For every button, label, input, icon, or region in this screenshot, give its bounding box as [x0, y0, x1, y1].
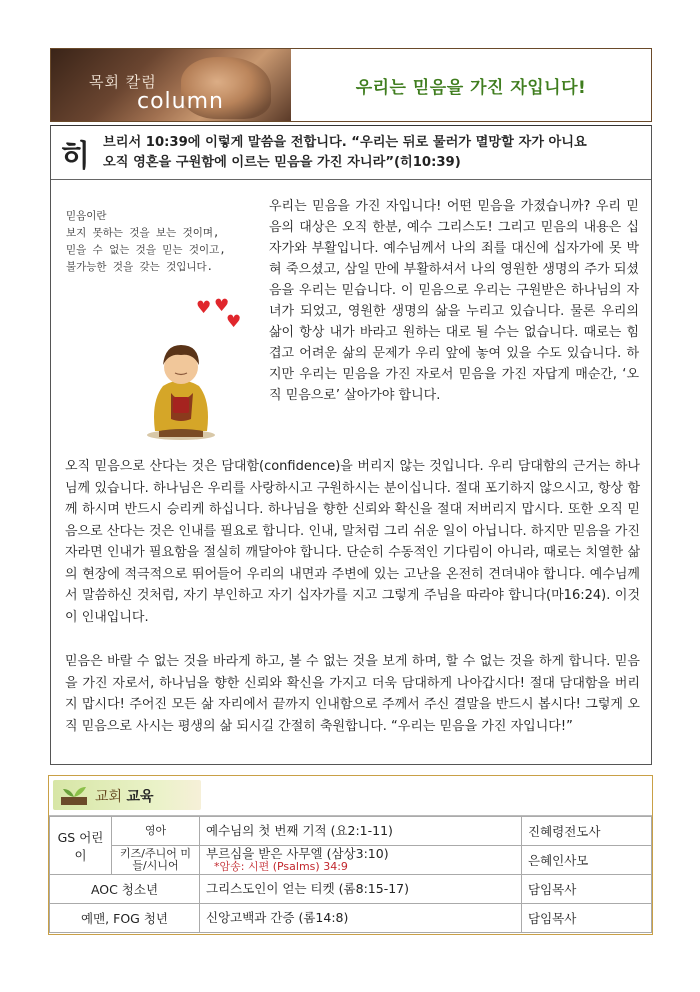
education-header	[49, 776, 652, 816]
table-row	[50, 846, 652, 875]
sprout-icon	[59, 783, 89, 807]
church-education-section	[48, 775, 653, 935]
dept-cell: 예맨, FOG 청년	[50, 904, 200, 933]
heart-icon: ♥	[196, 298, 212, 318]
teacher-cell: 진혜령전도사	[522, 817, 652, 846]
column-title: 우리는 믿음을 가진 자입니다!	[355, 77, 587, 98]
scripture-banner	[51, 126, 651, 180]
education-table	[49, 816, 652, 933]
handwritten-note	[66, 208, 266, 276]
sub-dept-cell: 키즈/주니어 미들/시니어	[112, 846, 200, 875]
banner-label-korean: 목회 칼럼	[89, 73, 157, 91]
education-badge-label	[95, 786, 154, 806]
lesson-title: 신앙고백과 간증 (롬14:8)	[206, 910, 349, 925]
praying-hands-banner	[51, 49, 291, 121]
lesson-cell	[200, 875, 522, 904]
lesson-cell	[200, 846, 522, 875]
table-row	[50, 875, 652, 904]
lesson-cell	[200, 817, 522, 846]
paragraph-2: 오직 믿음으로 산다는 것은 담대함(confidence)을 버리지 않는 것입니다. 우리 담대함의 근거는 하나님께 있습니다. 하나님은 우리를 사랑하시고 구원하시는 분이십니다. 절대 포기하지 않으시고, 항상 함께 하시며 반드시 승리케 하십니다. 하나님을 향한 신뢰와 확신을 절대 저버리지 맙시다. 또한 오직 믿음으로 산다는 것은 인내를 필요로 합니다. 인내, 말처럼 그리 쉬운 일이 아닙니다. 하지만 믿음을 가진 자라면 인내가 필요함을 절실히 깨달아야 합니다. 단순히 수동적인 기다림이 아니라, 때로는 치열한 삶의 현장에 적극적으로 뛰어들어 우리의 내면과 주변에 있는 고난을 온전히 견뎌내야 합니다. 예수님께서 말씀하신 것처럼, 자기 부인하고 자기 십자가를 지고 그렇게 주님을 따라야 합니다(마16:24). 이것이 인내입니다.	[65, 459, 640, 625]
praying-boy-illustration	[141, 331, 221, 441]
lesson-title: 부르심을 받은 사무엘 (삼상3:10)	[206, 846, 389, 861]
scripture-initial: 히	[61, 138, 90, 174]
badge-bold: 교육	[126, 789, 154, 805]
teacher-cell: 담임목사	[522, 904, 652, 933]
note-line: 믿음이란	[66, 210, 107, 222]
heart-icon: ♥	[214, 296, 230, 316]
note-line: 믿을 수 없는 것을 믿는 것이고,	[66, 244, 226, 256]
dept-cell: AOC 청소년	[50, 875, 200, 904]
heart-icon: ♥	[226, 312, 242, 332]
scripture-line-2: 오직 영혼을 구원함에 이르는 믿음을 가진 자니라”(히10:39)	[103, 154, 461, 170]
badge-prefix: 교회	[95, 789, 123, 805]
memory-verse: *암송: 시편 (Psalms) 34:9	[214, 860, 348, 873]
lesson-title: 그리스도인이 얻는 티켓 (롬8:15-17)	[206, 881, 409, 896]
teacher-cell: 은혜인사모	[522, 846, 652, 875]
hearts-decoration	[196, 296, 246, 336]
scripture-text	[99, 133, 587, 173]
lesson-title: 예수님의 첫 번째 기적 (요2:1-11)	[206, 823, 393, 838]
paragraph-1: 우리는 믿음을 가진 자입니다! 어떤 믿음을 가졌습니까? 우리 믿음의 대상은 오직 한분, 예수 그리스도! 그리고 믿음의 내용은 십자가와 부활입니다. 예수님께서 나의 죄를 대신에 십자가에 못 박혀 죽으셨고, 삼일 만에 부활하셔서 나의 영원한 생명의 주가 되셨음을 우리는 믿습니다. 이 믿음으로 우리는 구원받은 하나님의 자녀가 되었고, 영원한 생명의 삶을 누리고 있습니다. 물론 우리의 삶이 항상 내가 바라고 원하는 대로 될 수는 없습니다. 때로는 힘겹고 어려운 삶의 문제가 우리 앞에 놓여 있을 수도 있습니다. 하지만 우리는 믿음을 가진 자로서 믿음을 가진 자답게 매순간, ‘오직 믿음으로’ 살아가야 합니다.	[269, 199, 639, 403]
column-header	[50, 48, 652, 122]
note-line: 보지 못하는 것을 보는 것이며,	[66, 227, 220, 239]
education-badge	[53, 780, 201, 810]
sub-dept-cell: 영아	[112, 817, 200, 846]
banner-label-english: column	[137, 89, 224, 114]
note-line: 불가능한 것을 갖는 것입니다.	[66, 261, 214, 273]
teacher-cell: 담임목사	[522, 875, 652, 904]
lesson-cell	[200, 904, 522, 933]
column-body	[50, 125, 652, 765]
scripture-line-1: 브리서 10:39에 이렇게 말씀을 전합니다. “우리는 뒤로 물러가 멸망할 자가 아니요	[103, 134, 587, 150]
table-row	[50, 904, 652, 933]
dept-cell: GS 어린이	[50, 817, 112, 875]
paragraph-3: 믿음은 바랄 수 없는 것을 바라게 하고, 볼 수 없는 것을 보게 하며, 할 수 없는 것을 하게 합니다. 믿음을 가진 자로서, 하나님을 향한 신뢰와 확신을 가지고 더욱 담대하게 나아갑시다! 절대 담대함을 버리지 맙시다! 주어진 모든 삶 자리에서 끝까지 인내함으로 주께서 주신 결말을 반드시 봅시다! 그렇게 오직 믿음으로 사시는 평생의 삶 되시길 간절히 축원합니다. “우리는 믿음을 가진 자입니다!”	[65, 654, 640, 734]
table-row	[50, 817, 652, 846]
